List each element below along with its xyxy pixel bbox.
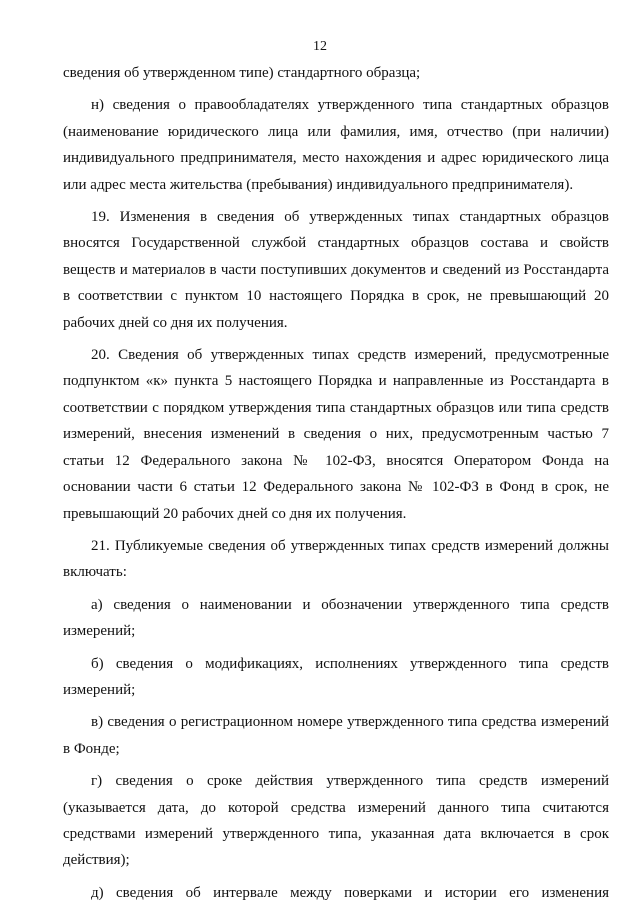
paragraph-continuation: сведения об утвержденном типе) стандартного образца; — [63, 65, 421, 81]
paragraph-item-a: а) сведения о наименовании и обозначении утвержденного типа средств измерений; — [63, 596, 609, 640]
paragraph-21: 21. Публикуемые сведения об утвержденных типах средств измерений должны включать: — [63, 537, 609, 581]
paragraph-item-d: д) сведения об интервале между поверками и истории его изменения — [91, 884, 609, 901]
paragraph-item-g: г) сведения о сроке действия утвержденного типа средств измерений (указывается дата, до которой средства измерений данного типа считаются средствами измерений утвержденного типа, указанная дата включается в срок действия); — [63, 773, 609, 869]
paragraph-20: 20. Сведения об утвержденных типах средств измерений, предусмотренные подпунктом «к» пункта 5 настоящего Порядка и направленные из Росстандарта в соответствии с порядком утверждения типа стандартных образцов или типа средств измерений, внесения изменений в сведения о них, предусмотренным частью 7 статьи 12 Федерального закона № 102-ФЗ, вносятся Оператором Фонда на основании части 6 статьи 12 Федерального закона № 102-ФЗ в Фонд в срок, не превышающий 20 рабочих дней со дня их получения. — [63, 347, 609, 522]
paragraph-item-v: в) сведения о регистрационном номере утвержденного типа средства измерений в Фонде; — [63, 714, 609, 757]
page-number: 12 — [313, 39, 327, 54]
document-body — [63, 60, 609, 912]
paragraph-19: 19. Изменения в сведения об утвержденных типах стандартных образцов вносятся Государственной службой стандартных образцов состава и свойств веществ и материалов в части поступивших документов и сведений из Росстандарта в соответствии с пунктом 10 настоящего Порядка в срок, не превышающий 20 рабочих дней со дня их получения. — [63, 209, 609, 331]
paragraph-item-b: б) сведения о модификациях, исполнениях утвержденного типа средств измерений; — [63, 655, 609, 698]
paragraph-item-n: н) сведения о правообладателях утвержденного типа стандартных образцов (наименование юридического лица или фамилия, имя, отчество (при наличии) индивидуального предпринимателя, место нахождения и адрес юридического лица или адрес места жительства (пребывания) индивидуального предпринимателя). — [63, 97, 609, 193]
